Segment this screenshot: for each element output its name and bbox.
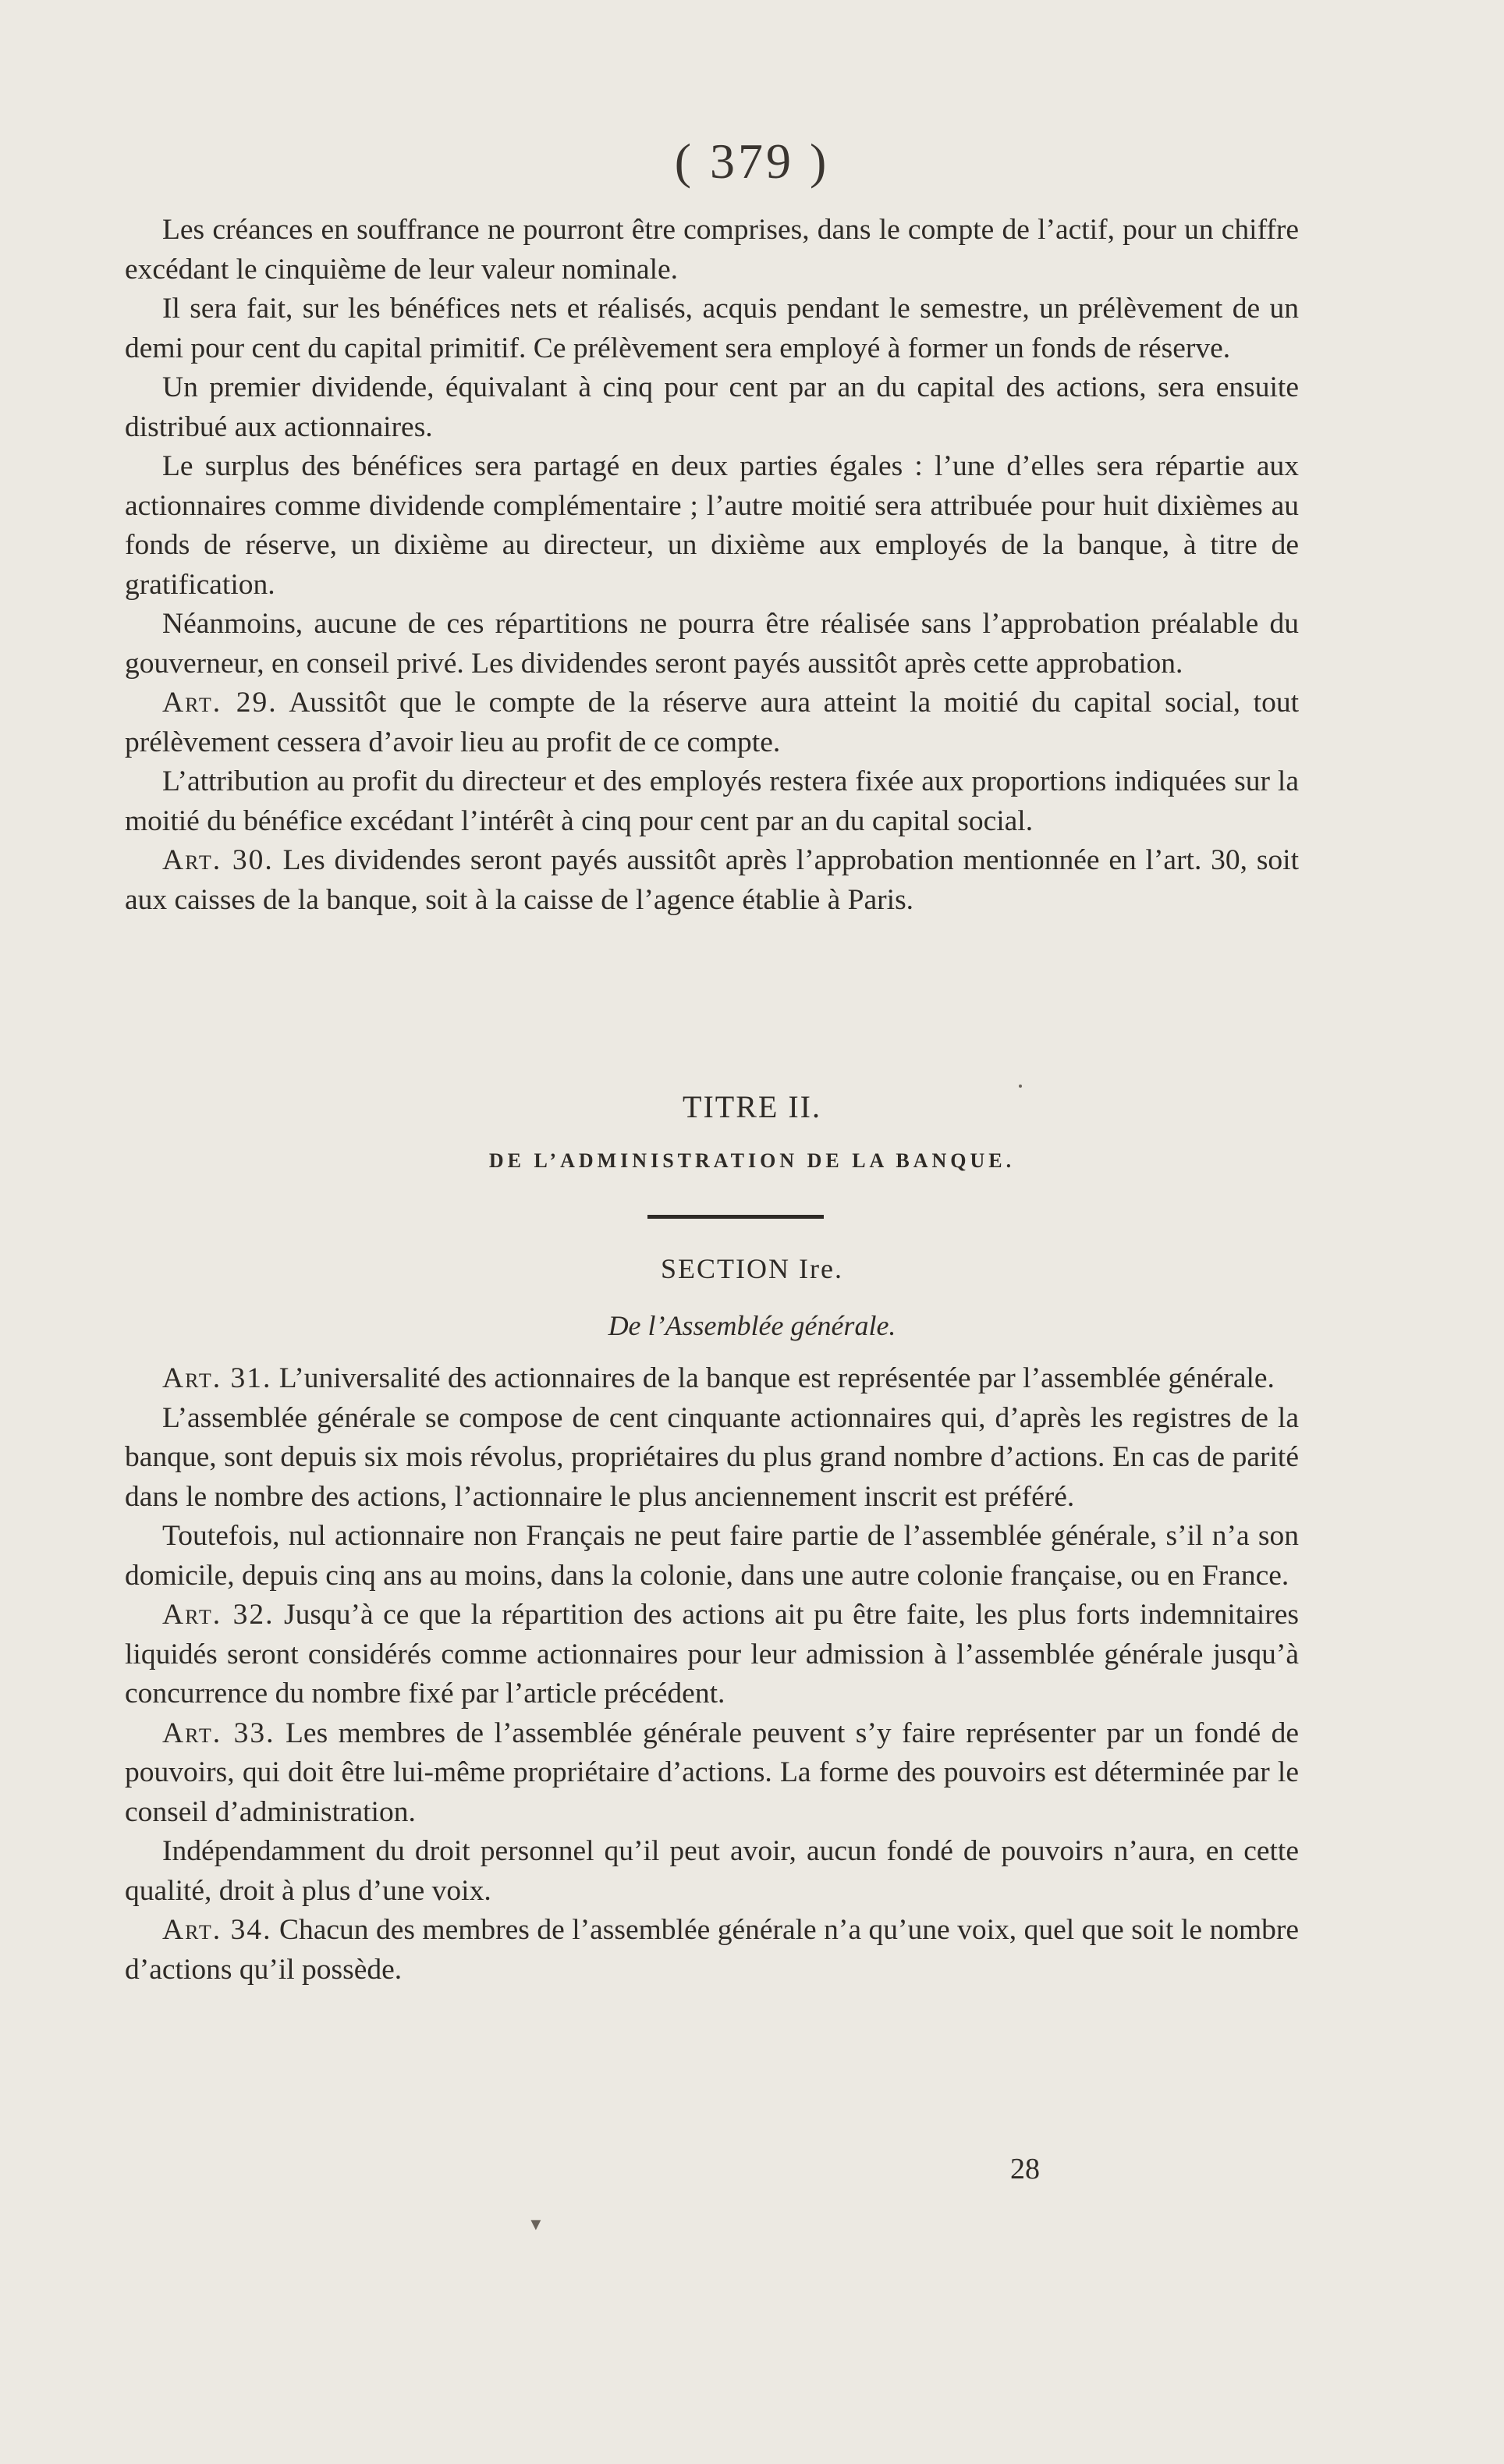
paragraph-text: Les créances en souffrance ne pourront être comprises, dans le compte de l’actif, pour un chiffre excédant le cinquième de leur valeur nominale. xyxy=(125,214,1299,286)
text-block-bottom xyxy=(125,1359,1299,1990)
paragraph xyxy=(125,1596,1299,1714)
paragraph-text: L’attribution au profit du directeur et des employés restera fixée aux proportions indiquées sur la moitié du bénéfice excédant l’intérêt à cinq pour cent par an du capital social. xyxy=(125,765,1299,837)
article-label: Art. 31. xyxy=(162,1362,272,1394)
paragraph-text: Les dividendes seront payés aussitôt après l’approbation mentionnée en l’art. 30, soit aux caisses de la banque, soit à la caisse de l’agence établie à Paris. xyxy=(125,844,1300,916)
paragraph-text: Aussitôt que le compte de la réserve aura atteint la moitié du capital social, tout prélèvement cessera d’avoir lieu au profit de ce compte. xyxy=(125,687,1299,758)
title-subheading: DE L’ADMINISTRATION DE LA BANQUE. xyxy=(488,1149,1016,1172)
horizontal-rule xyxy=(647,1215,824,1219)
paragraph-text: L’universalité des actionnaires de la banque est représentée par l’assemblée générale. xyxy=(278,1362,1275,1394)
article-label: Art. 29. xyxy=(162,687,278,719)
article-label: Art. 33. xyxy=(162,1717,275,1749)
paragraph-text: Les membres de l’assemblée générale peuvent s’y faire représenter par un fondé de pouvoirs, qui doit être lui-même propriétaire d’actions. La forme des pouvoirs est déterminée par le conseil d’administration. xyxy=(125,1717,1300,1828)
paragraph xyxy=(125,211,1299,289)
section-subtitle: De l’Assemblée générale. xyxy=(608,1310,896,1341)
paragraph xyxy=(125,368,1299,447)
text-block-top xyxy=(125,211,1299,920)
printer-mark-icon: ▼ xyxy=(527,2214,544,2234)
paragraph xyxy=(125,289,1299,368)
paragraph xyxy=(125,1832,1299,1911)
paper-speck xyxy=(1019,1085,1022,1088)
section-heading: SECTION Ire. xyxy=(661,1253,843,1284)
page-number: 28 xyxy=(1010,2153,1040,2185)
paragraph-text: Le surplus des bénéfices sera partagé en deux parties égales : l’une d’elles sera répartie aux actionnaires comme dividende complémentaire ; l’autre moitié sera attribuée pour huit dixièmes au fonds de réserve, un dixième au directeur, un dixième aux employés de la banque, à titre de gratification. xyxy=(125,450,1299,601)
article-label: Art. 34. xyxy=(162,1914,272,1946)
paragraph-text: Jusqu’à ce que la répartition des actions ait pu être faite, les plus forts indemnitaires liquidés seront considérés comme actionnaires pour leur admission à l’assemblée générale jusqu’à concurrence du nombre fixé par l’article précédent. xyxy=(125,1599,1299,1710)
page-header: ( 379 ) xyxy=(674,133,830,189)
paragraph xyxy=(125,447,1299,605)
paragraph-text: Chacun des membres de l’assemblée générale n’a qu’une voix, quel que soit le nombre d’actions qu’il possède. xyxy=(125,1914,1300,1986)
title-heading: TITRE II. xyxy=(683,1089,821,1124)
paragraph xyxy=(125,762,1299,841)
paragraph xyxy=(125,841,1299,920)
article-label: Art. 32. xyxy=(162,1599,275,1631)
paragraph xyxy=(125,1399,1299,1518)
paragraph xyxy=(125,1359,1299,1399)
paragraph-text: Un premier dividende, équivalant à cinq pour cent par an du capital des actions, sera ensuite distribué aux actionnaires. xyxy=(125,371,1299,443)
paragraph-text: L’assemblée générale se compose de cent cinquante actionnaires qui, d’après les registres de la banque, sont depuis six mois révolus, propriétaires du plus grand nombre d’actions. En cas de parité dans le nombre des actions, l’actionnaire le plus anciennement inscrit est préféré. xyxy=(125,1401,1299,1513)
paragraph-text: Néanmoins, aucune de ces répartitions ne pourra être réalisée sans l’approbation préalable du gouverneur, en conseil privé. Les dividendes seront payés aussitôt après cette approbation. xyxy=(125,608,1299,680)
paragraph-text: Toutefois, nul actionnaire non Français ne peut faire partie de l’assemblée générale, s’il n’a son domicile, depuis cinq ans au moins, dans la colonie, dans une autre colonie française, ou en France. xyxy=(125,1520,1299,1592)
paragraph xyxy=(125,683,1299,762)
paragraph-text: Il sera fait, sur les bénéfices nets et réalisés, acquis pendant le semestre, un prélèvement de un demi pour cent du capital primitif. Ce prélèvement sera employé à former un fonds de réserve. xyxy=(125,293,1299,364)
paragraph xyxy=(125,1714,1299,1833)
article-label: Art. 30. xyxy=(162,844,274,876)
paragraph xyxy=(125,605,1299,683)
paragraph xyxy=(125,1911,1299,1990)
paragraph xyxy=(125,1517,1299,1596)
paragraph-text: Indépendamment du droit personnel qu’il peut avoir, aucun fondé de pouvoirs n’aura, en cette qualité, droit à plus d’une voix. xyxy=(125,1835,1299,1907)
